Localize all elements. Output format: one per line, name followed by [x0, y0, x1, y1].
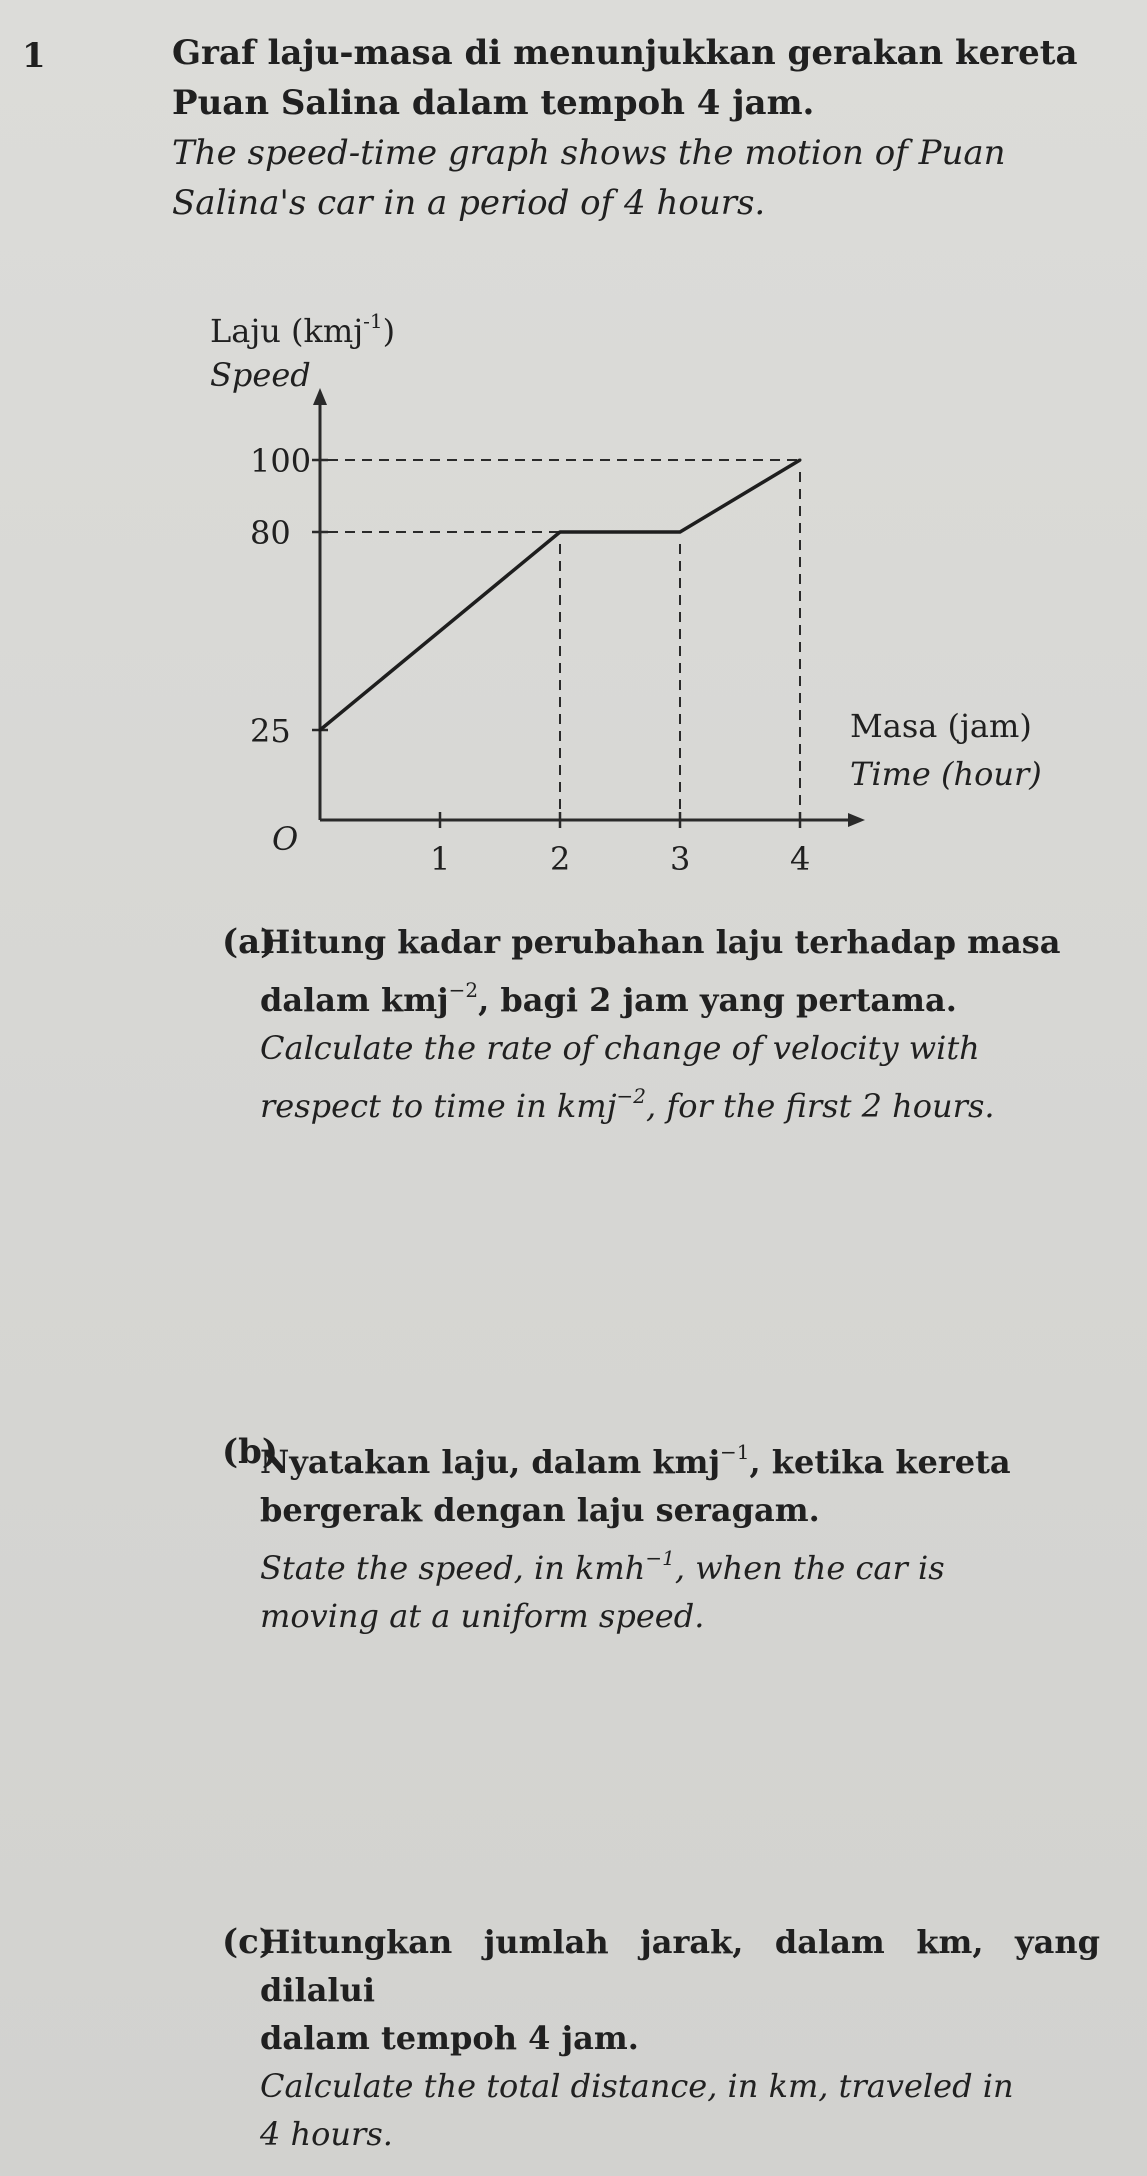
part-b-english-line-2: moving at a uniform speed. [260, 1597, 705, 1635]
part-a-english-line-1: Calculate the rate of change of velocity with [260, 1029, 980, 1067]
part-a-malay-line-2: dalam kmj$^{-2}$, bagi 2 jam yang pertama. [260, 978, 957, 1019]
part-a-label: (a) [222, 922, 277, 962]
x-tick-label: 4 [790, 840, 811, 878]
question-number: 1 [22, 36, 46, 76]
x-axis-title-malay: Masa (jam) [850, 707, 1032, 745]
part-c-english-line-1: Calculate the total distance, in km, traveled in [260, 2067, 1014, 2105]
speed-data-point [799, 459, 802, 462]
part-c-malay-line-1: Hitungkan jumlah jarak, dalam km, yang dilalui [260, 1923, 1100, 2009]
y-axis-arrow [313, 388, 327, 405]
plot-area [250, 388, 865, 878]
x-tick-label: 3 [670, 840, 691, 878]
part-b-malay-line-2: bergerak dengan laju seragam. [260, 1491, 820, 1529]
question-intro [172, 28, 1092, 228]
x-axis-title-english: Time (hour) [850, 755, 1042, 793]
y-tick-label: 100 [250, 442, 312, 480]
part-b [260, 1428, 1100, 1640]
x-tick-label: 2 [550, 840, 571, 878]
part-c-malay-line-2: dalam tempoh 4 jam. [260, 2019, 639, 2057]
y-axis-title-english: Speed [210, 356, 311, 394]
y-tick-label: 25 [250, 712, 291, 750]
origin-label: O [272, 820, 299, 858]
part-c-label: (c) [222, 1922, 275, 1962]
x-axis-arrow [848, 813, 865, 827]
part-b-label: (b) [222, 1432, 278, 1472]
speed-data-point [559, 531, 562, 534]
part-a [260, 918, 1100, 1130]
y-tick-label: 80 [250, 514, 291, 552]
y-axis-title-malay: Laju (kmj$^{-1}$) [210, 309, 396, 350]
part-c-english-line-2: 4 hours. [260, 2115, 393, 2153]
x-tick-label: 1 [430, 840, 451, 878]
intro-malay-line-1: Graf laju-masa di menunjukkan gerakan kereta [172, 33, 1078, 73]
intro-malay-line-2: Puan Salina dalam tempoh 4 jam. [172, 83, 815, 123]
speed-data-point [679, 531, 682, 534]
part-c [260, 1918, 1100, 2158]
intro-english-line-1: The speed-time graph shows the motion of Puan [172, 133, 1006, 173]
speed-data-point [319, 729, 322, 732]
speed-time-graph [190, 300, 1090, 880]
intro-english-line-2: Salina's car in a period of 4 hours. [172, 183, 766, 223]
part-a-malay-line-1: Hitung kadar perubahan laju terhadap masa [260, 923, 1061, 961]
part-a-english-line-2: respect to time in kmj$^{-2}$, for the first 2 hours. [260, 1084, 995, 1125]
part-b-english-line-1: State the speed, in kmh$^{-1}$, when the car is [260, 1546, 945, 1587]
part-b-malay-line-1: Nyatakan laju, dalam kmj$^{-1}$, ketika kereta [260, 1440, 1011, 1481]
